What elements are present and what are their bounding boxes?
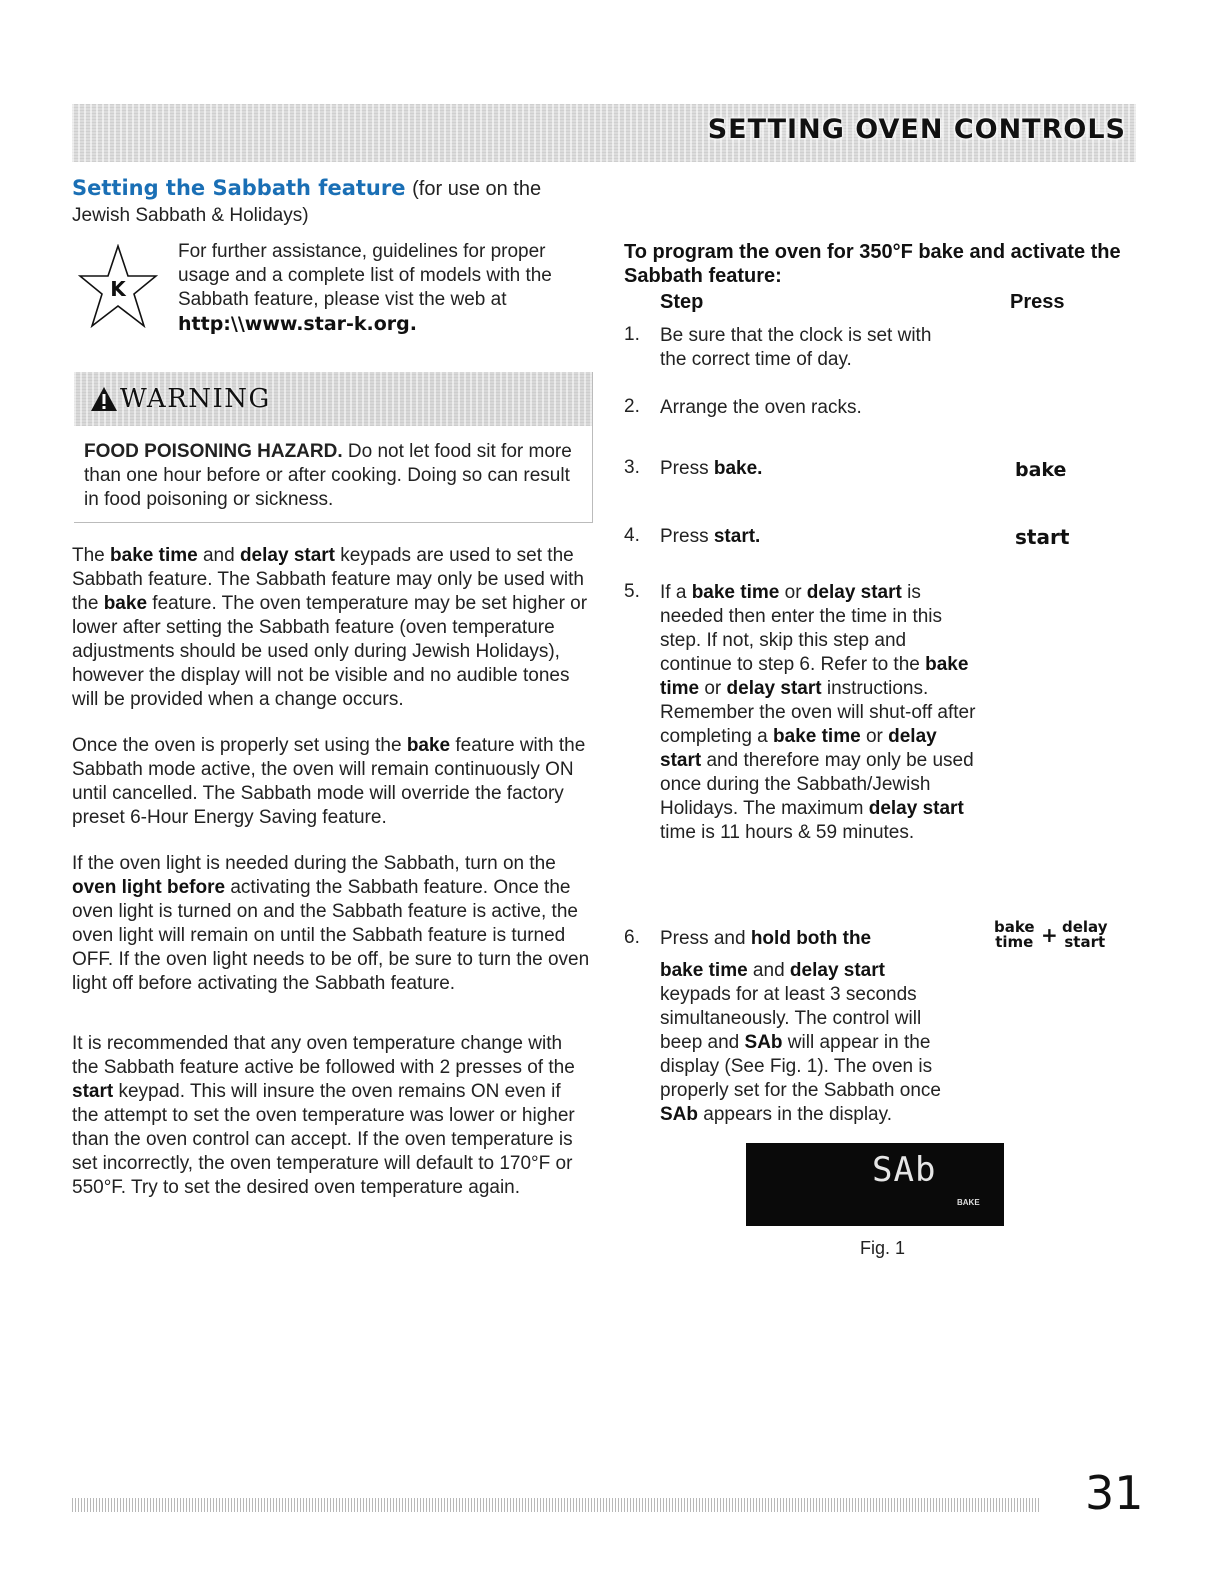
step-number: 1.	[624, 324, 640, 345]
bake-key-label: bake	[1015, 459, 1067, 481]
section-title	[72, 176, 541, 201]
step-text: Press start.	[660, 526, 761, 547]
step-number: 3.	[624, 457, 640, 478]
step-text: Be sure that the clock is set with the correct time of day.	[660, 325, 932, 370]
column-header-step: Step	[660, 291, 704, 313]
step-number: 6.	[624, 927, 640, 948]
display-bake-indicator: BAKE	[957, 1198, 980, 1207]
step-text: If a bake time or delay start is needed then enter the time in this step. If not, skip this step and continue to step 6. Refer to the bake time or delay start instructions. Remember the oven will shut-off after completing a bake time or delay start and therefore may only be used once during the Sabbath/Jewish Holidays. The maximum delay start time is 11 hours & 59 minutes.	[660, 582, 976, 843]
figure-caption: Fig. 1	[860, 1238, 906, 1258]
star-k-link[interactable]: http:\\www.star-k.org.	[178, 313, 417, 335]
plus-sign: +	[1041, 923, 1058, 947]
page-title: SETTING OVEN CONTROLS	[707, 114, 1126, 145]
display-readout: SAb	[872, 1150, 937, 1190]
warning-text	[84, 440, 589, 512]
warning-body: Do not let food sit for more than one hour before or after cooking. Doing so can result in food poisoning or sickness.	[84, 441, 572, 510]
warning-hazard: FOOD POISONING HAZARD.	[84, 441, 343, 462]
assistance-line: Sabbath feature, please vist the web at	[178, 289, 507, 310]
bake-time-delay-start-keys	[994, 920, 1114, 960]
paragraph-keypads: The bake time and delay start keypads are used to set the Sabbath feature. The Sabbath feature may only be used with the bake feature. The oven temperature may be set higher or lower after setting the Sabbath feature (oven temperature adjustments should be used only during Jewish Holidays), however the display will not be visible and no audible tones will be provided when a change occurs.	[72, 545, 588, 710]
warning-title: WARNING	[120, 384, 271, 414]
start-key-label: start	[1015, 525, 1070, 549]
header-banner	[72, 104, 1136, 162]
delay-start-key-label: delay start	[1062, 918, 1108, 951]
section-title-suffix: (for use on the	[412, 178, 542, 200]
assistance-text	[178, 240, 578, 312]
star-k-letter: K	[110, 277, 126, 301]
column-header-press: Press	[1010, 291, 1065, 313]
step-text: Press bake.	[660, 458, 763, 479]
step-text: Press and hold both the bake time and delay start keypads for at least 3 seconds simultaneously. The control will beep and SAb will appear in the display (See Fig. 1). The oven is properly set for the Sabbath once SAb appears in the display.	[660, 928, 941, 1125]
assistance-line: For further assistance, guidelines for proper	[178, 241, 546, 262]
step-number: 2.	[624, 396, 640, 417]
step-number: 5.	[624, 581, 640, 602]
step-number: 4.	[624, 525, 640, 546]
bake-time-key-label: bake time	[994, 918, 1035, 951]
section-title-main: Setting the Sabbath feature	[72, 176, 406, 200]
program-title: To program the oven for 350°F bake and activate the Sabbath feature:	[624, 241, 1121, 287]
section-subtitle: Jewish Sabbath & Holidays)	[72, 205, 309, 226]
warning-icon	[90, 386, 118, 412]
assistance-line: usage and a complete list of models with the	[178, 265, 552, 286]
paragraph-sabbath-mode: Once the oven is properly set using the bake feature with the Sabbath mode active, the oven will remain continuously ON until cancelled. The Sabbath mode will override the factory preset 6-Hour Energy Saving feature.	[72, 735, 586, 828]
paragraph-oven-light: If the oven light is needed during the Sabbath, turn on the oven light before activating the Sabbath feature. Once the oven light is turned on and the Sabbath feature is active, the oven light will remain on until the Sabbath feature is turned OFF. If the oven light needs to be off, be sure to turn the oven light off before activating the Sabbath feature.	[72, 853, 590, 994]
paragraph-temperature: It is recommended that any oven temperature change with the Sabbath feature active be followed with 2 presses of the start keypad. This will insure the oven remains ON even if the attempt to set the oven temperature was lower or higher than the oven control can accept. If the oven temperature is set incorrectly, the oven temperature will default to 170°F or 550°F. Try to set the desired oven temperature again.	[72, 1033, 575, 1198]
page-number: 31	[1085, 1466, 1144, 1520]
step-text: Arrange the oven racks.	[660, 397, 862, 418]
star-k-logo	[78, 244, 158, 328]
footer-bar	[72, 1498, 1040, 1512]
